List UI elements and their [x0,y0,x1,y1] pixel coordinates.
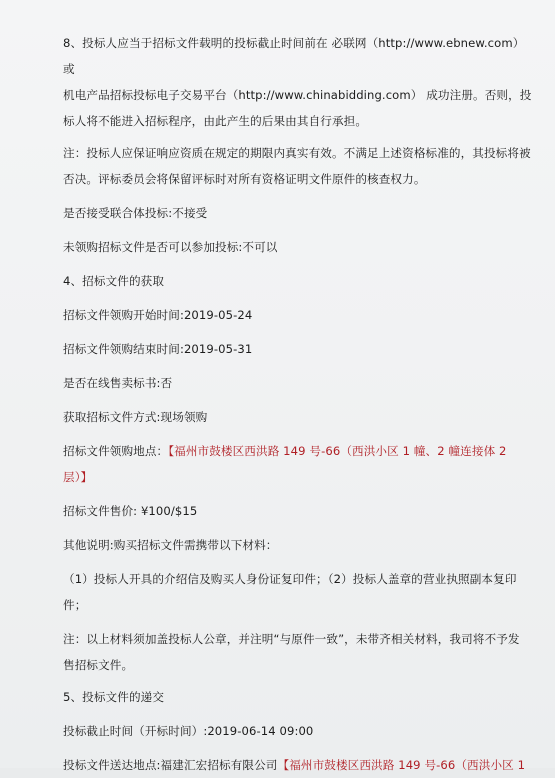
location-line [63,438,533,490]
online-sale-line: 是否在线售卖标书:否 [63,376,173,390]
location-label: 招标文件领购地点： [63,444,169,458]
end-time-line: 招标文件领购结束时间:2019-05-31 [63,342,253,356]
registration-line-2: 机电产品招标投标电子交易平台（http://www.chinabidding.com） 成功注册。否则，投 [63,88,532,102]
delivery-label: 投标文件送达地点:福建汇宏招标有限公司 [63,758,278,772]
section-5-heading: 5、投标文件的递交 [63,690,165,704]
location-address: 【福州市鼓楼区西洪路 149 号-66（西洪小区 1 幢、2 幢连接体 2 层）】 [63,444,507,484]
document-body [63,30,533,778]
deadline-line: 投标截止时间（开标时间）:2019-06-14 09:00 [63,724,314,738]
start-time-line: 招标文件领购开始时间:2019-05-24 [63,308,253,322]
registration-line-1: 8、投标人应当于招标文件载明的投标截止时间前在 必联网（http://www.ebnew.com）或 [63,36,525,76]
registration-line-3: 标人将不能进入招标程序，由此产生的后果由其自行承担。 [63,114,368,128]
qualification-note-line-2: 否决。评标委员会将保留评标时对所有资格证明文件原件的核查权力。 [63,172,426,186]
qualification-note-line-1: 注：投标人应保证响应资质在规定的期限内真实有效。不满足上述资格标准的，其投标将被 [63,146,531,160]
unreceived-line: 未领购招标文件是否可以参加投标:不可以 [63,240,278,254]
other-note-line: 其他说明:购买招标文件需携带以下材料： [63,538,278,552]
seal-note-line-2: 售招标文件。 [63,658,134,672]
consortium-line: 是否接受联合体投标:不接受 [63,206,208,220]
price-line: 招标文件售价: ¥100/$15 [63,504,198,518]
delivery-address: 【福州市鼓楼区西洪路 149 号-66（西洪小区 1 [277,758,526,772]
seal-note-line-1: 注：以上材料须加盖投标人公章，并注明“与原件一致”，未带齐相关材料，我司将不予发 [63,632,520,646]
section-4-heading: 4、招标文件的获取 [63,274,165,288]
materials-line-2: 件； [63,598,87,612]
materials-line-1: （1）投标人开具的介绍信及购买人身份证复印件；（2）投标人盖章的营业执照副本复印 [63,572,517,586]
method-line: 获取招标文件方式:现场领购 [63,410,208,424]
delivery-line [63,752,533,778]
